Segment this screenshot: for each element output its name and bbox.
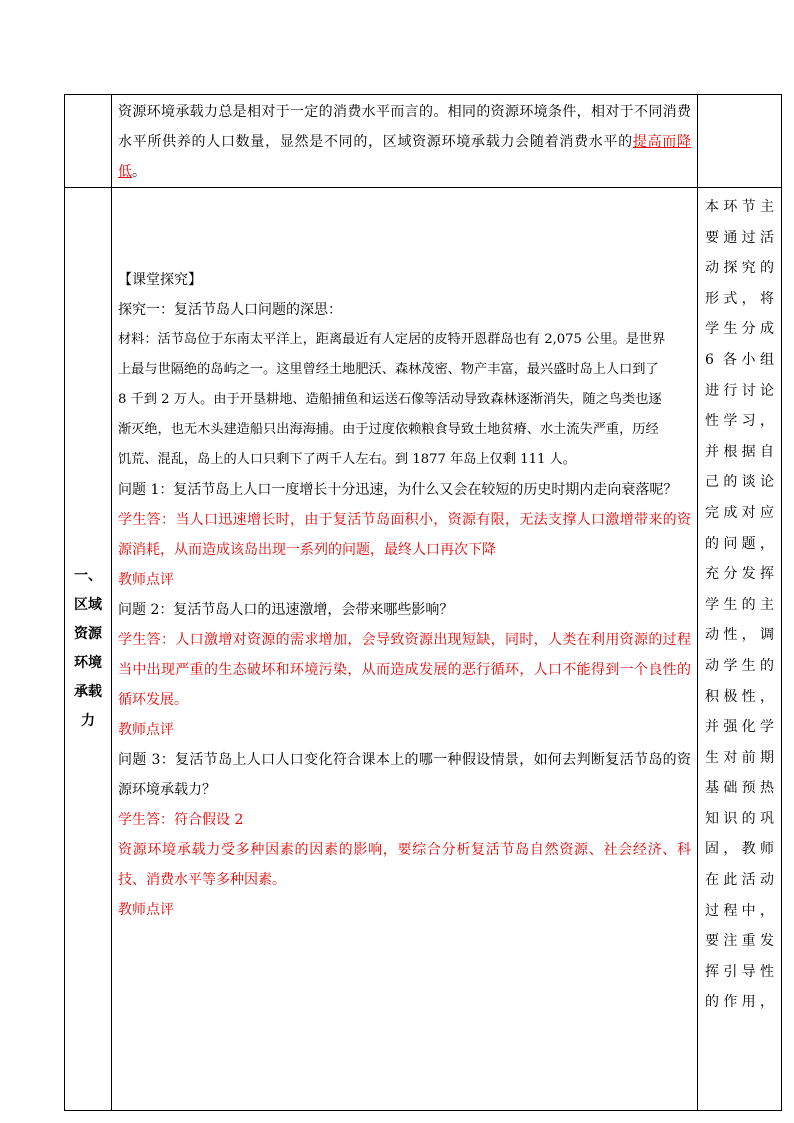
note-line: 己的谈论 — [705, 474, 774, 491]
note-line: 形式，将 — [705, 290, 774, 307]
note-line: 挥引导性 — [705, 963, 774, 980]
activity-content-cell — [112, 188, 698, 1111]
note-line: 并根据自 — [705, 443, 774, 460]
note-line: 固，教师 — [705, 841, 774, 858]
question-2: 问题 2：复活节岛人口的迅速激增，会带来哪些影响？ — [118, 602, 454, 618]
answer-3: 学生答：符合假设 2 — [118, 812, 244, 828]
paragraph-text: 资源环境承载力总是相对于一定的消费水平而言的。相同的资源环境条件，相对于不同消费水平所供养的人口数量，显然是不同的，区域资源环境承载力会随着消费水平的 — [118, 104, 691, 150]
question-1: 问题 1：复活节岛上人口一度增长十分迅速，为什么又会在较短的历史时期内走向衰落呢？ — [118, 482, 678, 498]
teacher-review-2: 教师点评 — [118, 722, 174, 738]
section-label-line: 区域 — [74, 597, 102, 613]
material-line: 8 千到 2 万人。由于开垦耕地、造船捕鱼和运送石像等活动导致森林逐渐消失，随之鸟类也逐 — [118, 392, 662, 407]
note-line: 动性，调 — [705, 627, 774, 644]
design-notes-cell — [698, 188, 782, 1111]
note-line: 动学生的 — [705, 657, 774, 674]
note-line: 在此活动 — [705, 872, 774, 889]
note-line: 动探究的 — [705, 260, 774, 277]
section-label-line: 一、 — [74, 568, 102, 584]
material-line: 渐灭绝，也无木头建造船只出海海捕。由于过度依赖粮食导致土地贫瘠、水土流失严重，历经 — [118, 422, 659, 437]
answer-2: 学生答：人口激增对资源的需求增加，会导致资源出现短缺，同时，人类在利用资源的过程当中出现严重的生态破坏和环境污染，从而造成发展的恶行循环，人口不能得到一个良性的循环发展。 — [118, 632, 691, 708]
note-line: 6 各小组 — [705, 351, 774, 368]
inquiry-title: 探究一：复活节岛人口问题的深思： — [118, 302, 342, 318]
note-line: 的问题， — [705, 535, 774, 552]
note-line: 的作用， — [705, 994, 774, 1011]
table-row — [65, 95, 782, 188]
note-line: 学生的主 — [705, 596, 774, 613]
paragraph-end: 。 — [132, 164, 146, 180]
note-line: 完成对应 — [705, 504, 774, 521]
material-line: 材料：活节岛位于东南太平洋上，距离最近有人定居的皮特开恩群岛也有 2,075 公里。是世界 — [118, 332, 666, 347]
section-heading: 【课堂探究】 — [118, 272, 202, 288]
row1-content-cell — [112, 95, 698, 188]
note-line: 生对前期 — [705, 749, 774, 766]
answer-1: 学生答：当人口迅速增长时，由于复活节岛面积小，资源有限，无法支撑人口激增带来的资源消耗，从而造成该岛出现一系列的问题，最终人口再次下降 — [118, 512, 691, 558]
table-row — [65, 188, 782, 1111]
design-notes — [698, 188, 781, 1018]
answer-3-detail: 资源环境承载力受多种因素的因素的影响，要综合分析复活节岛自然资源、社会经济、科技、消费水平等多种因素。 — [118, 842, 691, 888]
note-line: 要通过活 — [705, 229, 774, 246]
note-line: 知识的巩 — [705, 810, 774, 827]
teacher-review-1: 教师点评 — [118, 572, 174, 588]
material-line: 饥荒、混乱，岛上的人口只剩下了两千人左右。到 1877 年岛上仅剩 111 人。 — [118, 452, 576, 467]
section-label-line: 环境 — [74, 655, 102, 671]
question-3: 问题 3：复活节岛上人口人口变化符合课本上的哪一种假设情景，如何去判断复活节岛的资源环境承载力？ — [118, 752, 691, 798]
note-line: 积极性， — [705, 688, 774, 705]
section-label-line: 承载 — [74, 684, 102, 700]
note-line: 要注重发 — [705, 933, 774, 950]
consumption-paragraph — [112, 95, 697, 187]
note-line: 本环节主 — [705, 199, 774, 215]
note-line: 性学习， — [705, 413, 774, 430]
section-label-line: 力 — [81, 713, 95, 729]
lesson-table — [64, 94, 782, 1111]
note-line: 充分发挥 — [705, 566, 774, 583]
section-label-cell — [65, 188, 112, 1111]
note-line: 过程中， — [705, 902, 774, 919]
underlined-answer: 提高而降低 — [118, 134, 692, 180]
row1-left-cell — [65, 95, 112, 188]
note-line: 并强化学 — [705, 719, 774, 736]
note-line: 基础预热 — [705, 780, 774, 797]
note-line: 学生分成 — [705, 321, 774, 338]
section-label-line: 资源 — [74, 626, 102, 642]
teacher-review-3: 教师点评 — [118, 902, 174, 918]
material-line: 上最与世隔绝的岛屿之一。这里曾经土地肥沃、森林茂密、物产丰富，最兴盛时岛上人口到了 — [118, 362, 659, 377]
note-line: 进行讨论 — [705, 382, 774, 399]
row1-right-cell — [698, 95, 782, 188]
